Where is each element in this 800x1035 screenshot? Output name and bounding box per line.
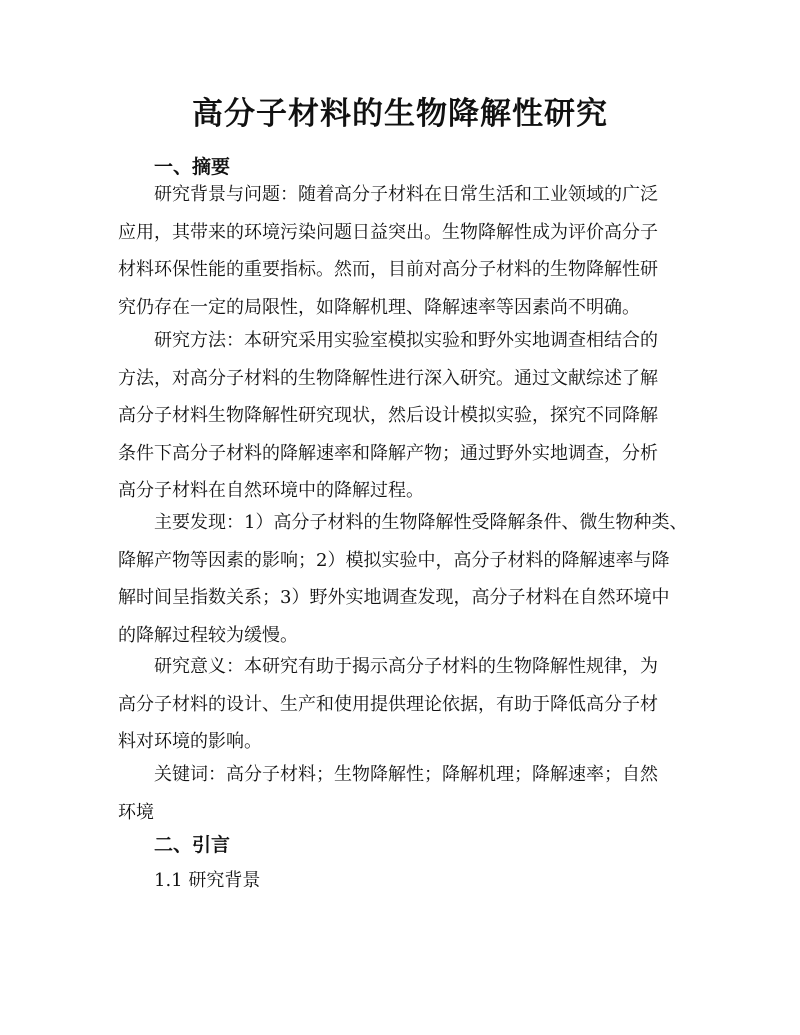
findings-paragraph xyxy=(118,504,688,654)
paragraph-line: 的降解过程较为缓慢。 xyxy=(118,624,298,646)
paragraph-line: 高分子材料在自然环境中的降解过程。 xyxy=(118,480,424,501)
paragraph-line: 主要发现：1）高分子材料的生物降解性受降解条件、微生物种类、 xyxy=(154,512,688,533)
paragraph-line: 应用，其带来的环境污染问题日益突出。生物降解性成为评价高分子 xyxy=(118,221,658,243)
intro-heading: 二、引言 xyxy=(154,834,231,856)
paragraph-line: 研究方法：本研究采用实验室模拟实验和野外实地调查相结合的 xyxy=(154,330,658,351)
paragraph-line: 研究意义：本研究有助于揭示高分子材料的生物降解性规律，为 xyxy=(154,656,658,677)
paragraph-line: 关键词：高分子材料；生物降解性；降解机理；降解速率；自然 xyxy=(154,764,658,785)
paragraph-line: 环境 xyxy=(118,801,154,823)
paragraph-line: 研究背景与问题：随着高分子材料在日常生活和工业领域的广泛 xyxy=(154,184,658,205)
paragraph-line: 高分子材料生物降解性研究现状，然后设计模拟实验，探究不同降解 xyxy=(118,405,658,426)
paragraph-line: 方法，对高分子材料的生物降解性进行深入研究。通过文献综述了解 xyxy=(118,367,658,389)
paragraph-line: 解时间呈指数关系；3）野外实地调查发现，高分子材料在自然环境中 xyxy=(118,587,670,608)
abstract-heading: 一、摘要 xyxy=(154,156,231,178)
significance-paragraph xyxy=(118,648,678,761)
paragraph-line: 究仍存在一定的局限性，如降解机理、降解速率等因素尚不明确。 xyxy=(118,296,640,318)
paragraph-line: 料对环境的影响。 xyxy=(118,731,262,752)
document-title: 高分子材料的生物降解性研究 xyxy=(192,96,608,132)
paragraph-line: 降解产物等因素的影响；2）模拟实验中，高分子材料的降解速率与降 xyxy=(118,549,670,571)
paragraph-line: 材料环保性能的重要指标。然而，目前对高分子材料的生物降解性研 xyxy=(118,259,658,280)
paragraph-line: 条件下高分子材料的降解速率和降解产物；通过野外实地调查，分析 xyxy=(118,442,658,464)
paragraph-line: 高分子材料的设计、生产和使用提供理论依据，有助于降低高分子材 xyxy=(118,693,658,715)
subsection-heading: 1.1 研究背景 xyxy=(154,870,261,891)
background-paragraph xyxy=(118,176,678,326)
keywords-paragraph xyxy=(118,756,678,831)
method-paragraph xyxy=(118,322,678,510)
